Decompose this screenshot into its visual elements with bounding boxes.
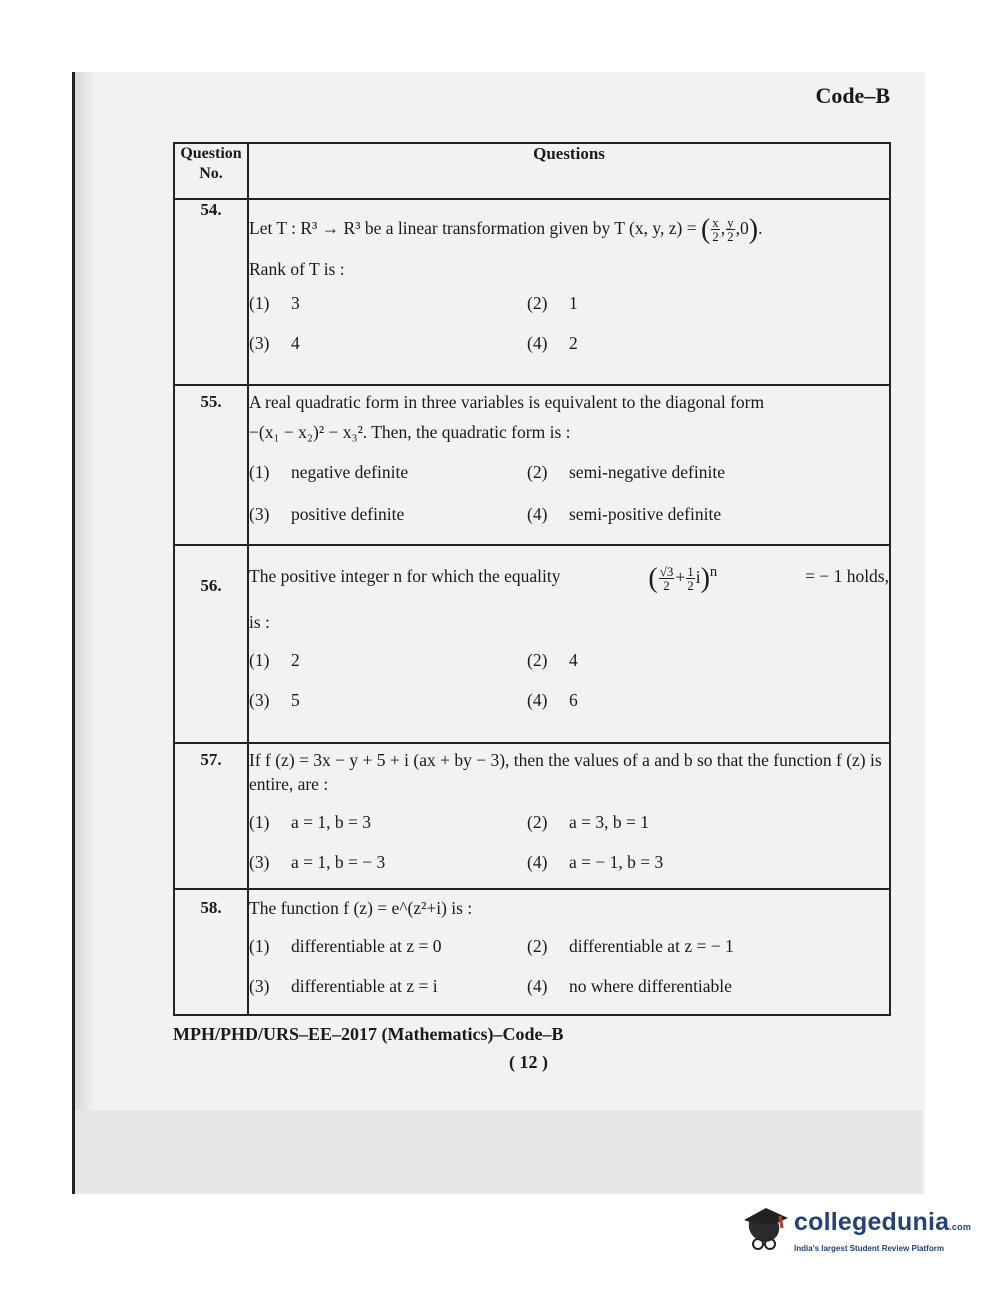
stem-math: ( $\frac{√3}{2}$ + $\frac{1}{2}$ i)$^n$ [648, 562, 718, 594]
math-paren: ) [748, 213, 759, 245]
option-number: (1) [249, 293, 270, 314]
question-stem: If f (z) = 3x − y + 5 + i (ax + by − 3), then the values of a and b so that the function f (z) is entire, are : [249, 750, 882, 794]
option-text: semi-negative definite [569, 462, 725, 482]
stem-text: The positive integer n for which the equality [249, 566, 561, 587]
option [527, 974, 889, 998]
option-text: 1 [569, 293, 578, 314]
question-row-54 [174, 199, 890, 385]
mascot-icon [736, 1198, 792, 1254]
stem-text: Let T : R³ → R³ be a linear transformation given by T (x, y, z) = [249, 218, 697, 238]
header-question-no: Question No. [174, 143, 248, 199]
fraction-x-2: $\frac{x}{2}$ [712, 215, 719, 245]
question-body [248, 385, 890, 545]
question-row-58 [174, 889, 890, 1015]
question-stem-math: −(x₁ − x₂)² − x₃². Then, the quadratic form is : [249, 422, 571, 442]
page-number: ( 12 ) [509, 1052, 548, 1072]
option [249, 810, 527, 834]
option-number: (2) [527, 936, 548, 956]
header-questions: Questions [248, 143, 890, 199]
option [249, 934, 527, 958]
logo-wordmark [794, 1208, 971, 1237]
option [527, 648, 889, 672]
option-text: differentiable at z = − 1 [569, 936, 734, 956]
option-text: differentiable at z = 0 [291, 936, 442, 956]
table-header-row [174, 143, 890, 199]
options-grid [249, 810, 889, 874]
option-text: 6 [569, 690, 578, 711]
question-body [248, 545, 890, 743]
option [527, 460, 889, 484]
option [249, 850, 527, 874]
option [249, 502, 527, 526]
options-grid [249, 291, 889, 355]
question-stem [249, 560, 889, 592]
option-number: (2) [527, 650, 548, 671]
option-number: (3) [249, 852, 270, 872]
question-number: 57. [174, 743, 248, 889]
option [527, 331, 889, 355]
option-number: (3) [249, 504, 270, 524]
option-text: negative definite [291, 462, 409, 482]
option-number: (4) [527, 690, 548, 711]
option [527, 934, 889, 958]
option [249, 688, 527, 712]
option [527, 810, 889, 834]
option-number: (3) [249, 976, 270, 996]
question-body [248, 199, 890, 385]
exam-footer: MPH/PHD/URS–EE–2017 (Mathematics)–Code–B [173, 1024, 564, 1044]
question-stem: The function f (z) = e^(z²+i) is : [249, 898, 473, 918]
option-number: (2) [527, 812, 548, 832]
question-body [248, 743, 890, 889]
option-number: (2) [527, 462, 548, 482]
question-subtext: is : [249, 612, 270, 633]
questions-table [173, 142, 891, 1016]
option [249, 331, 527, 355]
logo-name: collegedunia [794, 1208, 950, 1236]
paper-code: Code–B [815, 83, 890, 108]
option [249, 648, 527, 672]
question-number: 54. [174, 199, 248, 385]
option [249, 291, 527, 315]
question-row-56 [174, 545, 890, 743]
question-number: 56. [174, 545, 248, 743]
question-number: 58. [174, 889, 248, 1015]
scan-bottom-strip [75, 1110, 922, 1194]
stem-suffix: = − 1 holds, [805, 566, 889, 587]
option [527, 850, 889, 874]
option-number: (4) [527, 333, 548, 354]
option [527, 502, 889, 526]
option-number: (1) [249, 462, 270, 482]
logo-tagline: India's largest Student Review Platform [794, 1244, 944, 1253]
options-grid [249, 934, 889, 998]
fraction-sqrt3-2: $\frac{√3}{2}$ [659, 564, 674, 594]
option [249, 460, 527, 484]
option [249, 974, 527, 998]
option-text: positive definite [291, 504, 405, 524]
option-number: (4) [527, 976, 548, 996]
options-grid [249, 460, 889, 526]
question-body [248, 889, 890, 1015]
option-text: semi-positive definite [569, 504, 722, 524]
fraction-1-2: $\frac{1}{2}$ [687, 564, 694, 594]
option-text: a = − 1, b = 3 [569, 852, 664, 872]
option-text: 4 [569, 650, 578, 671]
option-number: (1) [249, 936, 270, 956]
option-number: (1) [249, 650, 270, 671]
option-text: 2 [569, 333, 578, 354]
option-number: (3) [249, 333, 270, 354]
option-text: no where differentiable [569, 976, 732, 996]
question-row-55 [174, 385, 890, 545]
question-row-57 [174, 743, 890, 889]
option [527, 291, 889, 315]
collegedunia-logo [736, 1198, 972, 1258]
options-grid [249, 648, 889, 712]
option-text: a = 1, b = 3 [291, 812, 372, 832]
option [527, 688, 889, 712]
option-text: 3 [291, 293, 300, 314]
option-number: (4) [527, 852, 548, 872]
logo-suffix: .com [949, 1222, 972, 1232]
question-stem: Let T : R³ → R³ be a linear transformation given by T (x, y, z) = ( $\frac{x}{2}$ , $\frac{y}{2}$ ,0). [249, 213, 763, 245]
question-stem: A real quadratic form in three variables is equivalent to the diagonal form [249, 392, 765, 412]
option-text: a = 3, b = 1 [569, 812, 650, 832]
option-text: 5 [291, 690, 300, 711]
option-number: (4) [527, 504, 548, 524]
fraction-y-2: $\frac{y}{2}$ [727, 215, 734, 245]
math-paren: ( [700, 213, 711, 245]
question-number: 55. [174, 385, 248, 545]
option-text: differentiable at z = i [291, 976, 438, 996]
question-subtext: Rank of T is : [249, 259, 345, 280]
option-text: a = 1, b = − 3 [291, 852, 386, 872]
option-text: 4 [291, 333, 300, 354]
option-number: (2) [527, 293, 548, 314]
scan-edge-shadow [75, 72, 95, 1194]
option-text: 2 [291, 650, 300, 671]
option-number: (1) [249, 812, 270, 832]
option-number: (3) [249, 690, 270, 711]
